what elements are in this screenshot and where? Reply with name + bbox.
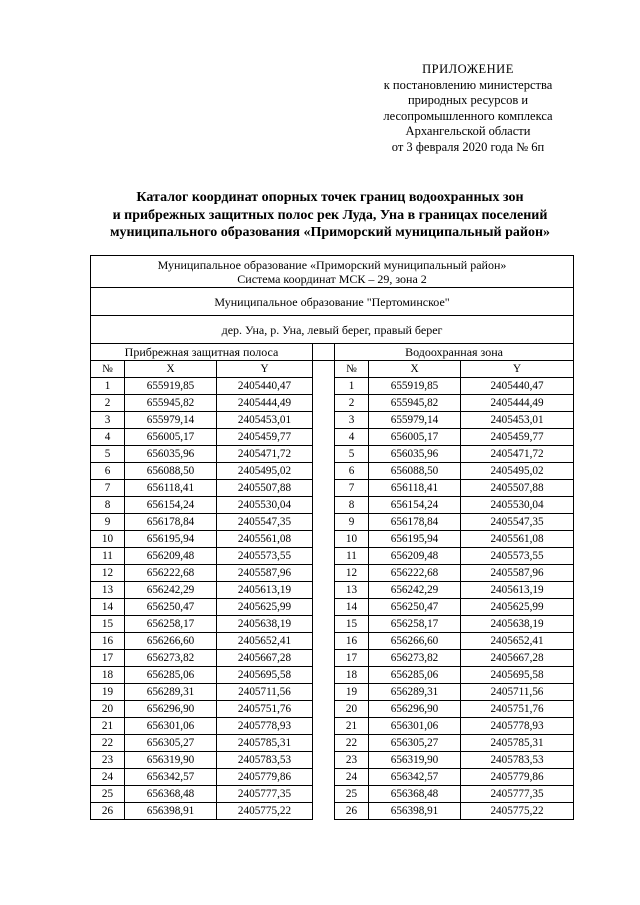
table-row [91, 497, 574, 514]
column-gap [313, 480, 335, 497]
right-point-number: 5 [335, 446, 369, 463]
left-point-number: 15 [91, 616, 125, 633]
column-gap [313, 548, 335, 565]
column-gap [313, 361, 335, 378]
right-point-number: 16 [335, 633, 369, 650]
right-coord-y: 2405695,58 [461, 667, 574, 684]
left-coord-y: 2405783,53 [217, 752, 313, 769]
right-coord-x: 656250,47 [369, 599, 461, 616]
right-coord-x: 656301,06 [369, 718, 461, 735]
right-coord-y: 2405652,41 [461, 633, 574, 650]
left-coord-x: 656222,68 [125, 565, 217, 582]
table-row [91, 480, 574, 497]
left-point-number: 23 [91, 752, 125, 769]
right-coord-x: 655979,14 [369, 412, 461, 429]
left-coord-y: 2405667,28 [217, 650, 313, 667]
table-row [91, 446, 574, 463]
right-coord-y: 2405587,96 [461, 565, 574, 582]
column-gap [313, 531, 335, 548]
right-coord-y: 2405507,88 [461, 480, 574, 497]
left-coord-y: 2405561,08 [217, 531, 313, 548]
right-coord-x: 656178,84 [369, 514, 461, 531]
left-point-number: 21 [91, 718, 125, 735]
left-coord-x: 656368,48 [125, 786, 217, 803]
table-row [91, 395, 574, 412]
left-point-number: 20 [91, 701, 125, 718]
left-coord-x: 656118,41 [125, 480, 217, 497]
right-coord-y: 2405613,19 [461, 582, 574, 599]
left-coord-y: 2405625,99 [217, 599, 313, 616]
left-coord-y: 2405777,35 [217, 786, 313, 803]
left-point-number: 2 [91, 395, 125, 412]
left-point-number: 18 [91, 667, 125, 684]
right-coord-x: 655919,85 [369, 378, 461, 395]
column-gap [313, 752, 335, 769]
left-coord-y: 2405613,19 [217, 582, 313, 599]
left-coord-y: 2405573,55 [217, 548, 313, 565]
left-point-number: 11 [91, 548, 125, 565]
right-coord-x: 656296,90 [369, 701, 461, 718]
left-point-number: 26 [91, 803, 125, 820]
table-row [91, 803, 574, 820]
left-coord-x: 656266,60 [125, 633, 217, 650]
table-row [91, 684, 574, 701]
left-coord-x: 656398,91 [125, 803, 217, 820]
right-coord-y: 2405778,93 [461, 718, 574, 735]
col-header-num: № [335, 361, 369, 378]
right-coord-x: 656266,60 [369, 633, 461, 650]
left-point-number: 13 [91, 582, 125, 599]
left-coord-y: 2405695,58 [217, 667, 313, 684]
left-section-title: Прибрежная защитная полоса [91, 344, 313, 361]
right-point-number: 26 [335, 803, 369, 820]
right-point-number: 11 [335, 548, 369, 565]
left-coord-x: 656273,82 [125, 650, 217, 667]
right-point-number: 23 [335, 752, 369, 769]
left-coord-y: 2405711,56 [217, 684, 313, 701]
left-coord-y: 2405779,86 [217, 769, 313, 786]
left-point-number: 7 [91, 480, 125, 497]
right-coord-y: 2405440,47 [461, 378, 574, 395]
left-coord-x: 656285,06 [125, 667, 217, 684]
heading-line: и прибрежных защитных полос рек Луда, Уна в границах поселений [112, 207, 548, 223]
right-coord-y: 2405783,53 [461, 752, 574, 769]
right-point-number: 24 [335, 769, 369, 786]
right-point-number: 22 [335, 735, 369, 752]
left-coord-y: 2405547,35 [217, 514, 313, 531]
column-gap [313, 769, 335, 786]
right-point-number: 21 [335, 718, 369, 735]
right-point-number: 2 [335, 395, 369, 412]
left-coord-x: 656289,31 [125, 684, 217, 701]
right-coord-x: 656258,17 [369, 616, 461, 633]
right-point-number: 19 [335, 684, 369, 701]
table-row [91, 548, 574, 565]
appendix-line: Архангельской области [405, 124, 531, 139]
left-coord-x: 656258,17 [125, 616, 217, 633]
column-gap [313, 803, 335, 820]
right-coord-x: 655945,82 [369, 395, 461, 412]
column-gap [313, 786, 335, 803]
appendix-line: от 3 февраля 2020 года № 6п [391, 139, 545, 154]
left-coord-y: 2405444,49 [217, 395, 313, 412]
col-header-x: X [369, 361, 461, 378]
table-row [91, 667, 574, 684]
column-gap [313, 718, 335, 735]
table-row [91, 769, 574, 786]
column-gap [313, 378, 335, 395]
municipality-row: Муниципальное образование "Пертоминское" [91, 288, 574, 316]
right-coord-y: 2405775,22 [461, 803, 574, 820]
right-coord-x: 656209,48 [369, 548, 461, 565]
right-point-number: 12 [335, 565, 369, 582]
table-row [91, 718, 574, 735]
location-row: дер. Уна, р. Уна, левый берег, правый берег [91, 316, 574, 344]
right-coord-x: 656398,91 [369, 803, 461, 820]
right-coord-y: 2405444,49 [461, 395, 574, 412]
right-point-number: 25 [335, 786, 369, 803]
table-row [91, 701, 574, 718]
right-point-number: 9 [335, 514, 369, 531]
left-coord-x: 656178,84 [125, 514, 217, 531]
left-coord-x: 656005,17 [125, 429, 217, 446]
right-coord-y: 2405547,35 [461, 514, 574, 531]
left-coord-x: 656305,27 [125, 735, 217, 752]
column-gap [313, 344, 335, 361]
left-point-number: 19 [91, 684, 125, 701]
left-coord-y: 2405778,93 [217, 718, 313, 735]
left-coord-y: 2405638,19 [217, 616, 313, 633]
table-header-system [91, 256, 574, 288]
right-coord-x: 656285,06 [369, 667, 461, 684]
left-coord-x: 656301,06 [125, 718, 217, 735]
column-gap [313, 463, 335, 480]
left-point-number: 8 [91, 497, 125, 514]
right-point-number: 8 [335, 497, 369, 514]
left-point-number: 9 [91, 514, 125, 531]
left-coord-x: 656296,90 [125, 701, 217, 718]
right-coord-y: 2405711,56 [461, 684, 574, 701]
right-point-number: 4 [335, 429, 369, 446]
coordinates-table [90, 255, 574, 820]
right-point-number: 6 [335, 463, 369, 480]
right-coord-y: 2405573,55 [461, 548, 574, 565]
left-coord-y: 2405652,41 [217, 633, 313, 650]
right-coord-x: 656118,41 [369, 480, 461, 497]
right-section-title: Водоохранная зона [335, 344, 574, 361]
table-row [91, 786, 574, 803]
right-coord-x: 656035,96 [369, 446, 461, 463]
right-coord-y: 2405471,72 [461, 446, 574, 463]
left-point-number: 10 [91, 531, 125, 548]
right-point-number: 3 [335, 412, 369, 429]
right-coord-x: 656368,48 [369, 786, 461, 803]
column-gap [313, 412, 335, 429]
table-row [91, 412, 574, 429]
left-coord-y: 2405495,02 [217, 463, 313, 480]
left-coord-y: 2405530,04 [217, 497, 313, 514]
table-row [91, 735, 574, 752]
right-coord-x: 656242,29 [369, 582, 461, 599]
left-point-number: 14 [91, 599, 125, 616]
left-coord-x: 655945,82 [125, 395, 217, 412]
left-point-number: 6 [91, 463, 125, 480]
column-gap [313, 446, 335, 463]
col-header-x: X [125, 361, 217, 378]
right-coord-y: 2405561,08 [461, 531, 574, 548]
right-point-number: 10 [335, 531, 369, 548]
left-point-number: 24 [91, 769, 125, 786]
appendix-line: к постановлению министерства [383, 77, 553, 92]
catalog-heading [90, 189, 570, 242]
right-coord-y: 2405667,28 [461, 650, 574, 667]
right-coord-y: 2405625,99 [461, 599, 574, 616]
column-gap [313, 429, 335, 446]
right-coord-x: 656319,90 [369, 752, 461, 769]
column-gap [313, 599, 335, 616]
appendix-title: ПРИЛОЖЕНИЕ [422, 62, 514, 76]
right-coord-y: 2405453,01 [461, 412, 574, 429]
column-gap [313, 565, 335, 582]
right-point-number: 20 [335, 701, 369, 718]
appendix-line: природных ресурсов и [407, 93, 529, 108]
column-gap [313, 633, 335, 650]
right-point-number: 7 [335, 480, 369, 497]
column-gap [313, 582, 335, 599]
heading-line: Каталог координат опорных точек границ водоохранных зон [136, 190, 524, 205]
left-coord-y: 2405751,76 [217, 701, 313, 718]
col-header-y: Y [217, 361, 313, 378]
col-header-y: Y [461, 361, 574, 378]
table-row [91, 633, 574, 650]
right-coord-y: 2405530,04 [461, 497, 574, 514]
table-row [91, 650, 574, 667]
table-header-line1: Муниципальное образование «Приморский муниципальный район» [157, 257, 507, 272]
left-coord-y: 2405775,22 [217, 803, 313, 820]
right-coord-x: 656222,68 [369, 565, 461, 582]
right-coord-x: 656305,27 [369, 735, 461, 752]
right-coord-x: 656088,50 [369, 463, 461, 480]
appendix-line: лесопромышленного комплекса [383, 108, 553, 123]
left-coord-y: 2405785,31 [217, 735, 313, 752]
column-gap [313, 616, 335, 633]
left-coord-y: 2405459,77 [217, 429, 313, 446]
left-coord-y: 2405507,88 [217, 480, 313, 497]
left-coord-x: 656242,29 [125, 582, 217, 599]
column-gap [313, 735, 335, 752]
left-point-number: 25 [91, 786, 125, 803]
left-coord-y: 2405587,96 [217, 565, 313, 582]
left-coord-x: 655919,85 [125, 378, 217, 395]
column-gap [313, 667, 335, 684]
heading-line: муниципального образования «Приморский муниципальный район» [109, 225, 551, 240]
right-coord-y: 2405785,31 [461, 735, 574, 752]
table-row [91, 463, 574, 480]
left-point-number: 1 [91, 378, 125, 395]
column-gap [313, 514, 335, 531]
right-coord-x: 656342,57 [369, 769, 461, 786]
table-row [91, 565, 574, 582]
left-coord-x: 656088,50 [125, 463, 217, 480]
column-gap [313, 395, 335, 412]
column-gap [313, 684, 335, 701]
table-row [91, 378, 574, 395]
left-coord-x: 656195,94 [125, 531, 217, 548]
left-coord-x: 656035,96 [125, 446, 217, 463]
right-point-number: 15 [335, 616, 369, 633]
left-point-number: 22 [91, 735, 125, 752]
left-coord-x: 656319,90 [125, 752, 217, 769]
right-coord-x: 656195,94 [369, 531, 461, 548]
table-row [91, 582, 574, 599]
right-coord-y: 2405777,35 [461, 786, 574, 803]
right-point-number: 17 [335, 650, 369, 667]
right-point-number: 1 [335, 378, 369, 395]
table-row [91, 429, 574, 446]
left-coord-x: 656209,48 [125, 548, 217, 565]
table-row [91, 752, 574, 769]
left-coord-x: 656342,57 [125, 769, 217, 786]
table-row [91, 599, 574, 616]
right-coord-y: 2405638,19 [461, 616, 574, 633]
column-gap [313, 650, 335, 667]
table-row [91, 616, 574, 633]
left-coord-y: 2405453,01 [217, 412, 313, 429]
right-point-number: 18 [335, 667, 369, 684]
right-coord-x: 656005,17 [369, 429, 461, 446]
right-coord-x: 656289,31 [369, 684, 461, 701]
table-row [91, 531, 574, 548]
right-coord-x: 656273,82 [369, 650, 461, 667]
col-header-num: № [91, 361, 125, 378]
appendix-block [360, 62, 576, 156]
left-coord-y: 2405440,47 [217, 378, 313, 395]
left-coord-x: 655979,14 [125, 412, 217, 429]
left-point-number: 4 [91, 429, 125, 446]
table-row [91, 514, 574, 531]
column-gap [313, 701, 335, 718]
left-point-number: 12 [91, 565, 125, 582]
left-point-number: 5 [91, 446, 125, 463]
right-coord-y: 2405751,76 [461, 701, 574, 718]
right-coord-x: 656154,24 [369, 497, 461, 514]
left-coord-x: 656154,24 [125, 497, 217, 514]
right-coord-y: 2405459,77 [461, 429, 574, 446]
left-coord-y: 2405471,72 [217, 446, 313, 463]
right-point-number: 14 [335, 599, 369, 616]
column-gap [313, 497, 335, 514]
right-coord-y: 2405779,86 [461, 769, 574, 786]
left-point-number: 3 [91, 412, 125, 429]
left-point-number: 17 [91, 650, 125, 667]
left-coord-x: 656250,47 [125, 599, 217, 616]
table-header-line2: Система координат МСК – 29, зона 2 [237, 271, 427, 286]
left-point-number: 16 [91, 633, 125, 650]
right-point-number: 13 [335, 582, 369, 599]
right-coord-y: 2405495,02 [461, 463, 574, 480]
